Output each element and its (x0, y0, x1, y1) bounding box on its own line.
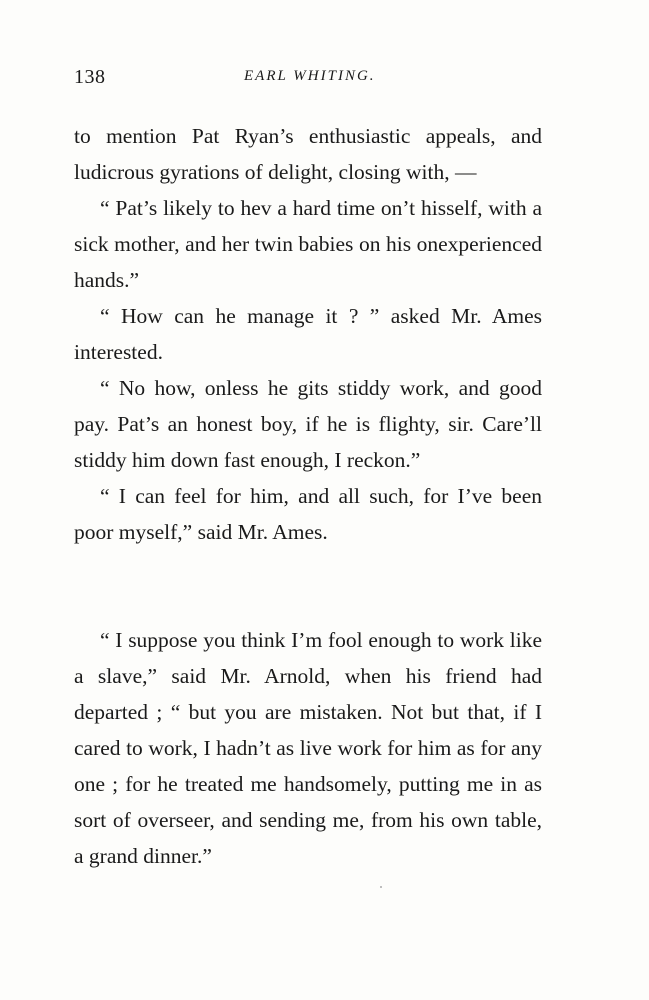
running-title: EARL WHITING. (244, 68, 376, 84)
paragraph: “ No how, onless he gits stiddy work, and good pay. Pat’s an honest boy, if he is flighty, sir. Care’ll stiddy him down fast enough, I reckon.” (74, 376, 542, 472)
print-speck (380, 886, 382, 888)
running-head (74, 66, 574, 90)
paragraph: “ How can he manage it ? ” asked Mr. Ames interested. (74, 304, 542, 364)
text-block-top (74, 118, 542, 550)
paragraph: “ I can feel for him, and all such, for I’ve been poor myself,” said Mr. Ames. (74, 484, 542, 544)
paragraph: to mention Pat Ryan’s enthusiastic appeals, and ludicrous gyrations of delight, closing with, — (74, 124, 542, 184)
text-block-bottom (74, 622, 542, 874)
paragraph: “ Pat’s likely to hev a hard time on’t hisself, with a sick mother, and her twin babies on his onexperienced hands.” (74, 196, 542, 292)
paragraph: “ I suppose you think I’m fool enough to work like a slave,” said Mr. Arnold, when his friend had departed ; “ but you are mistaken. Not but that, if I cared to work, I hadn’t as live work for him as for any one ; for he treated me handsomely, putting me in as sort of overseer, and sending me, from his own table, a grand dinner.” (74, 628, 542, 868)
page-number: 138 (74, 66, 106, 88)
